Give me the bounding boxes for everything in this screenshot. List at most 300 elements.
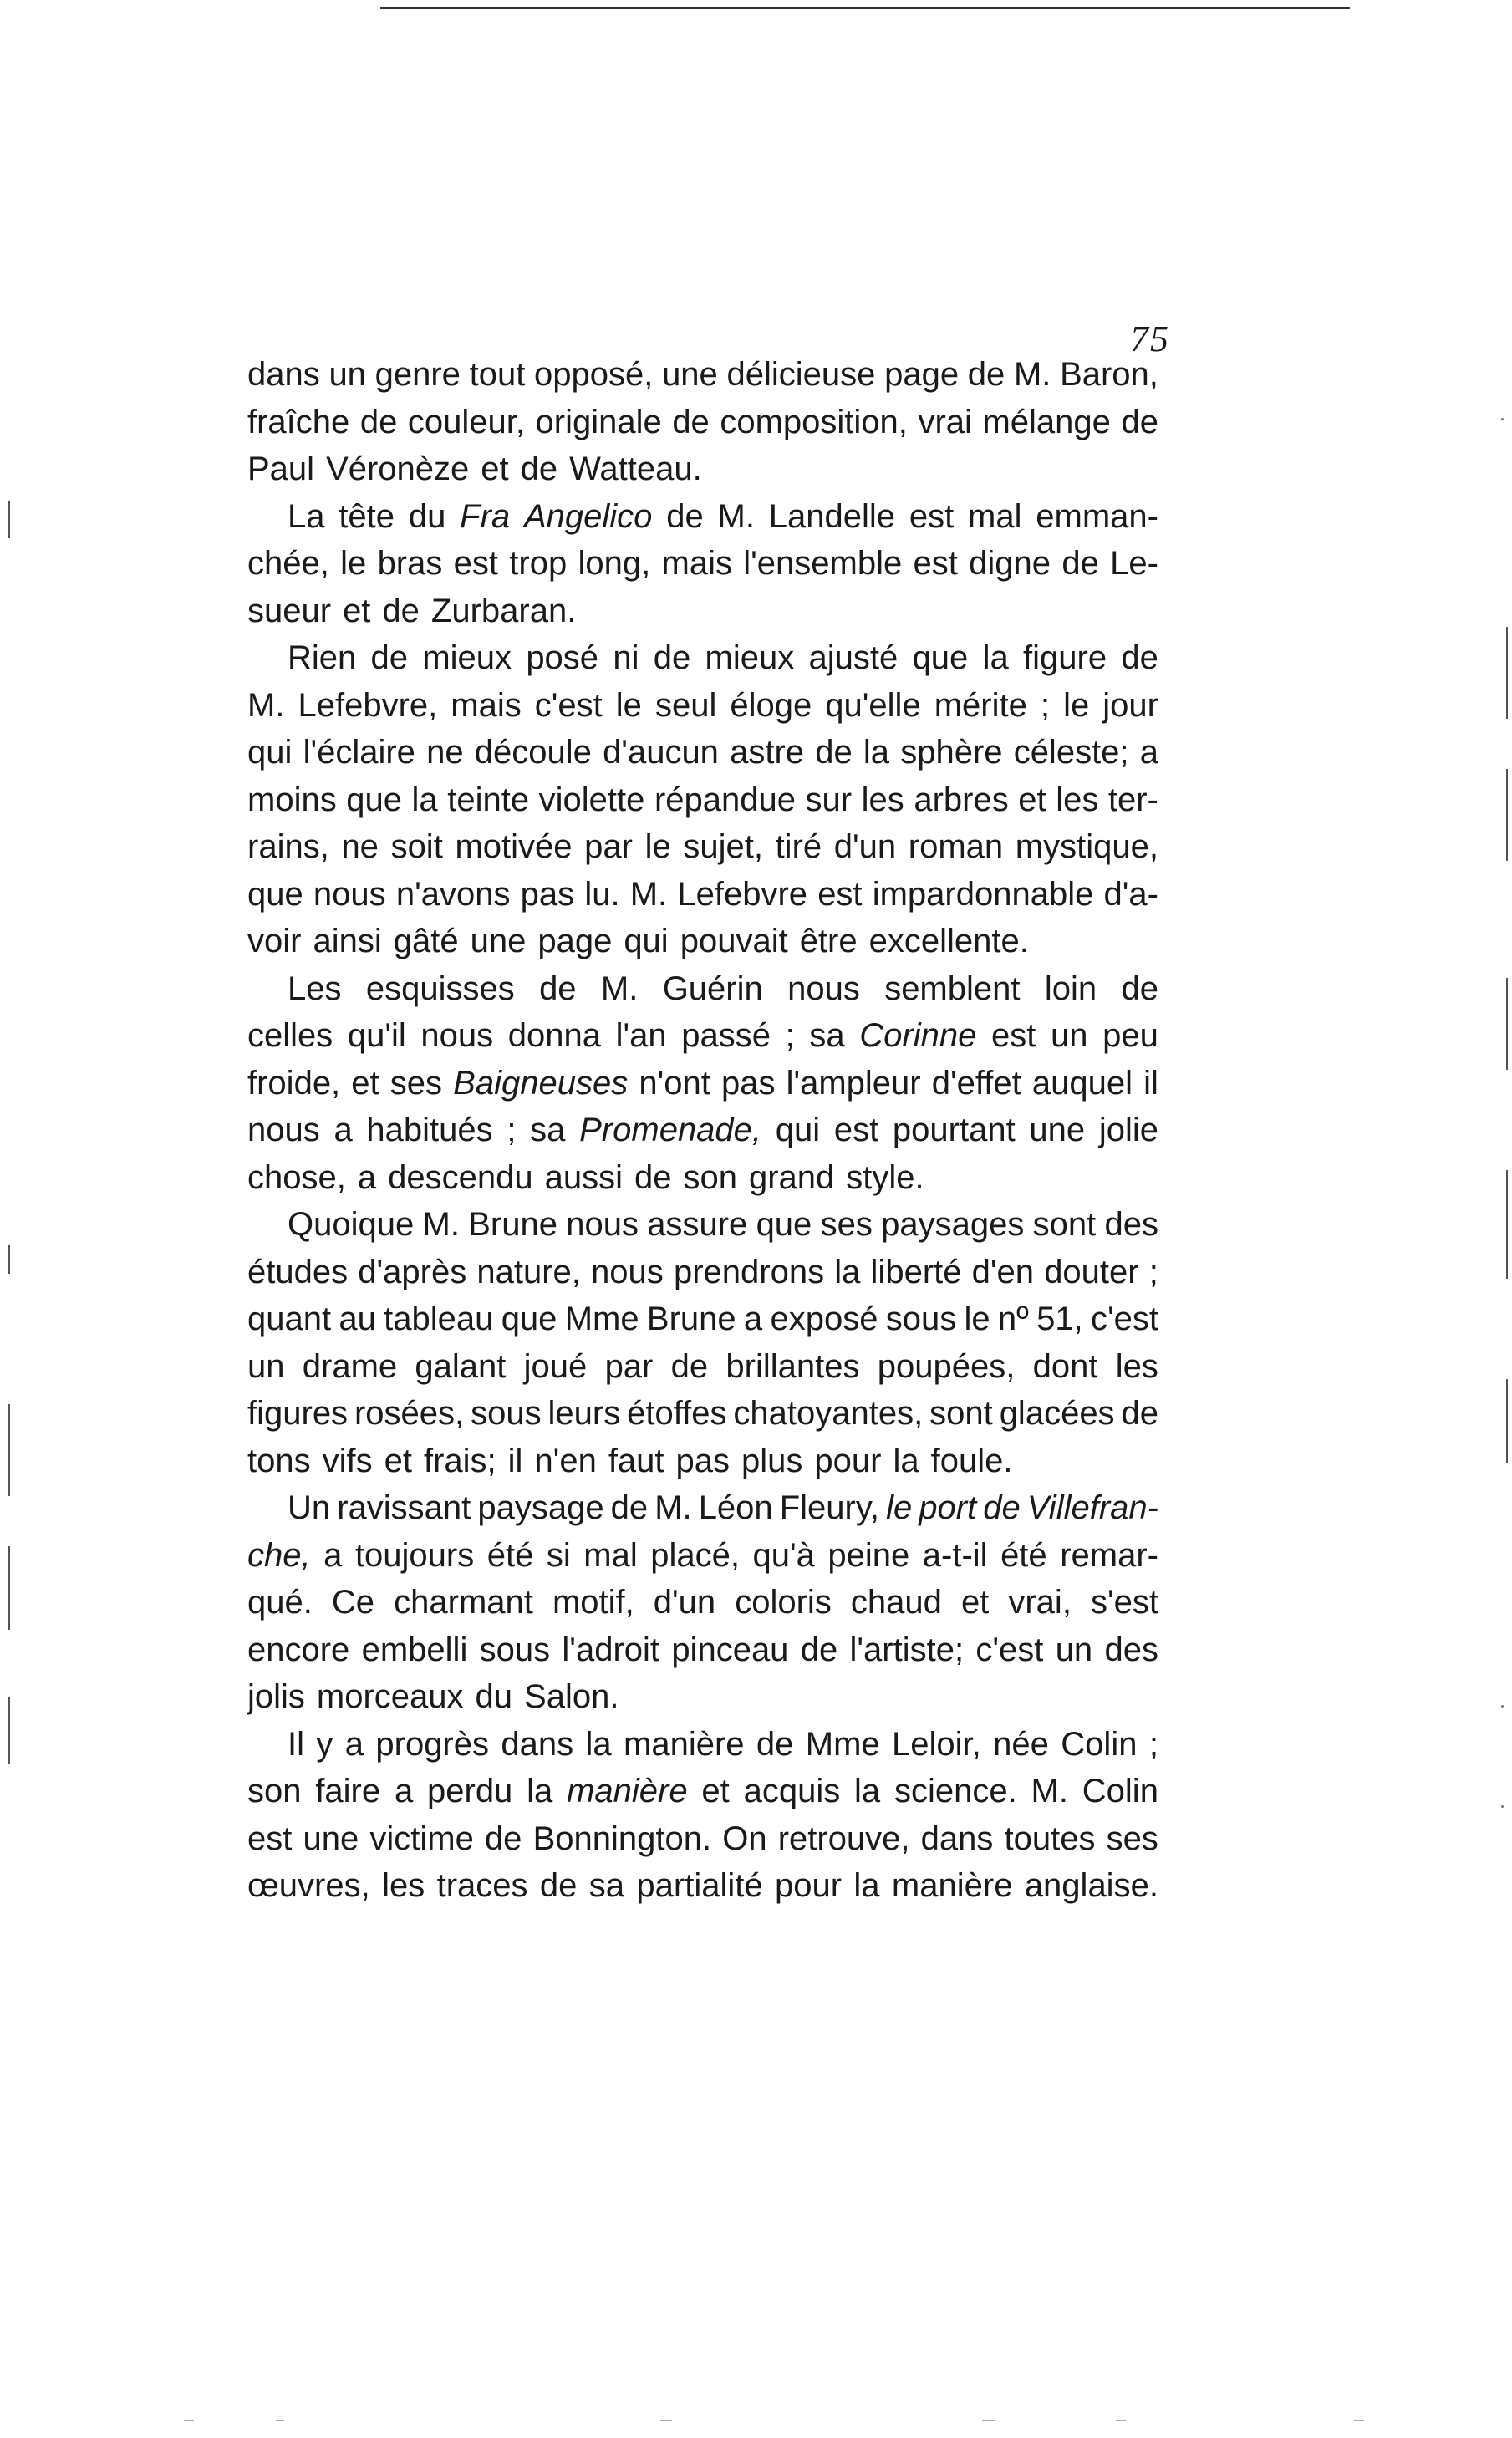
word: de <box>359 403 398 440</box>
word: coloris <box>735 1584 832 1621</box>
word: nous <box>247 1112 320 1148</box>
word: port <box>919 1489 977 1526</box>
word: frais; <box>423 1442 496 1479</box>
word: d'effet <box>931 1064 1021 1102</box>
word: et <box>1018 781 1046 818</box>
word: passé <box>681 1017 771 1054</box>
word: tons <box>247 1442 311 1479</box>
word: leurs <box>547 1395 621 1432</box>
word: qu'à <box>752 1536 815 1574</box>
word: ni <box>613 639 639 676</box>
word: Baron, <box>1060 356 1158 393</box>
word: de <box>539 970 577 1007</box>
word: La <box>288 497 325 535</box>
word: son <box>247 1773 302 1809</box>
left-margin-mark <box>8 1546 10 1630</box>
word: M. <box>717 497 755 535</box>
word: découle <box>474 734 592 771</box>
word: manière <box>891 1867 1013 1904</box>
word: Villefran- <box>1026 1489 1158 1526</box>
word: Paul <box>247 450 315 487</box>
word: sous <box>471 1395 542 1432</box>
word: été <box>1000 1536 1047 1574</box>
text-line <box>247 1768 1158 1815</box>
word: de <box>967 356 1005 393</box>
page-number: 75 <box>1130 318 1170 359</box>
word: de <box>672 403 710 440</box>
word: Guérin <box>662 970 763 1007</box>
word: sont <box>1032 1206 1097 1243</box>
word: délicieuse <box>726 356 876 393</box>
word: chée, <box>247 545 329 582</box>
word: M. <box>600 970 639 1007</box>
word: sueur <box>247 592 332 629</box>
word: ; <box>1148 1253 1158 1290</box>
word: ; <box>785 1017 795 1054</box>
word: M. <box>247 686 285 724</box>
word: et <box>481 450 509 487</box>
word: est <box>913 545 958 582</box>
word: M. <box>629 875 668 913</box>
word: froide, <box>247 1064 341 1102</box>
word: de <box>382 592 420 629</box>
word: Les <box>288 970 342 1007</box>
word: l'ampleur <box>786 1064 921 1102</box>
word: partialité <box>636 1867 763 1904</box>
word: Colin <box>1061 1725 1138 1763</box>
word: il <box>1143 1064 1158 1102</box>
scan-speck <box>1501 418 1504 420</box>
word: nous <box>787 970 860 1007</box>
text-line <box>247 1532 1158 1580</box>
word: Mme <box>805 1725 880 1763</box>
word: et <box>701 1773 730 1809</box>
word: que <box>756 1206 812 1243</box>
word: anglaise. <box>1024 1867 1158 1904</box>
word: l'éclaire <box>303 734 415 771</box>
word: pour <box>814 1442 882 1479</box>
word: et <box>343 592 371 629</box>
word: victime <box>369 1820 474 1857</box>
word: Véronèze <box>326 450 470 487</box>
word: d'aucun <box>603 734 719 771</box>
word: éloge <box>730 686 812 724</box>
word: du <box>475 1678 513 1715</box>
word: ; <box>1040 686 1051 724</box>
word: que <box>912 639 969 676</box>
word: manière <box>567 1773 688 1809</box>
word: toutes <box>1004 1820 1096 1857</box>
word: liberté <box>870 1253 962 1290</box>
word: perdu <box>427 1773 513 1809</box>
word: Rien <box>288 639 357 676</box>
word: la <box>853 1867 880 1904</box>
word: ainsi <box>313 923 382 959</box>
word: galant <box>415 1347 507 1385</box>
word: a <box>344 1725 364 1763</box>
word: Lefebvre <box>677 875 808 913</box>
word: 51, <box>1036 1300 1083 1337</box>
word: roman <box>908 828 1004 865</box>
word: dans <box>247 356 320 393</box>
word: c'est <box>1090 1300 1158 1337</box>
word: son <box>683 1158 737 1196</box>
word: gâté <box>393 923 459 959</box>
right-margin-mark <box>1506 769 1508 861</box>
word: la <box>893 1442 919 1479</box>
word: n'en <box>534 1442 597 1479</box>
word: une <box>470 923 527 959</box>
bottom-scan-noise <box>276 2420 284 2421</box>
word: aussi <box>544 1158 623 1196</box>
word: que <box>247 875 303 913</box>
text-line <box>247 729 1158 776</box>
word: mais <box>451 686 522 724</box>
word: née <box>993 1725 1049 1763</box>
right-margin-mark <box>1506 627 1508 719</box>
text-line <box>247 1673 1158 1721</box>
bottom-scan-noise <box>982 2420 995 2421</box>
word: Zurbaran. <box>430 592 577 629</box>
word: par <box>584 828 633 865</box>
scan-speck <box>1501 1705 1504 1708</box>
word: figures <box>247 1395 349 1432</box>
word: a <box>323 1536 343 1574</box>
word: seul <box>654 686 717 724</box>
word: pinceau <box>671 1631 789 1668</box>
word: de <box>653 639 691 676</box>
word: de <box>1121 1395 1158 1432</box>
word: a <box>394 1773 414 1809</box>
word: pas <box>520 875 575 913</box>
word: toujours <box>354 1536 475 1574</box>
word: les <box>861 781 904 818</box>
word: Ce <box>331 1584 375 1621</box>
word: de <box>815 734 853 771</box>
word: pourtant <box>892 1112 1016 1148</box>
word: céleste; <box>1013 734 1129 771</box>
word: ses <box>820 1206 873 1243</box>
word: Fleury, <box>779 1489 880 1526</box>
word: a <box>357 1158 377 1196</box>
word: Bonnington. <box>532 1820 712 1857</box>
word: de <box>1121 639 1158 676</box>
word: si <box>546 1536 571 1574</box>
text-line <box>247 1249 1158 1296</box>
word: nous <box>313 875 386 913</box>
word: que <box>346 781 402 818</box>
word: douter <box>1044 1253 1139 1290</box>
word: mieux <box>422 639 512 676</box>
word: a-t-il <box>922 1536 988 1574</box>
word: c'est <box>534 686 603 724</box>
word: Léon <box>698 1489 773 1526</box>
word: dont <box>1032 1347 1098 1385</box>
text-line <box>247 588 1158 635</box>
word: che, <box>247 1536 311 1574</box>
word: il <box>507 1442 523 1479</box>
word: faut <box>608 1442 664 1479</box>
word: nous <box>420 1017 494 1054</box>
top-border-rule <box>380 7 1350 9</box>
word: Salon. <box>524 1678 619 1715</box>
word: tiré <box>775 828 822 865</box>
word: la <box>585 1725 612 1763</box>
word: M. <box>422 1206 460 1243</box>
word: manière <box>624 1725 745 1763</box>
word: Mme <box>564 1300 639 1337</box>
word: traces <box>436 1867 528 1904</box>
word: un <box>247 1347 285 1385</box>
word: digne <box>969 545 1051 582</box>
word: l'artiste; <box>849 1631 965 1668</box>
word: de <box>800 1631 838 1668</box>
word: Corinne <box>859 1017 977 1054</box>
word: figure <box>1023 639 1107 676</box>
word: œuvres, <box>247 1867 370 1904</box>
word: ; <box>507 1112 517 1148</box>
word: de <box>370 639 409 676</box>
word: ; <box>1148 1725 1158 1763</box>
word: Lefebvre, <box>298 686 438 724</box>
word: impardonnable <box>872 875 1094 913</box>
word: ses <box>1106 1820 1158 1857</box>
word: encore <box>247 1631 350 1668</box>
word: la <box>411 781 438 818</box>
word: Colin <box>1082 1773 1158 1809</box>
text-line <box>247 634 1158 682</box>
word: mal <box>583 1536 638 1574</box>
word: de <box>670 1347 709 1385</box>
word: les <box>1115 1347 1158 1385</box>
text-line <box>247 871 1158 919</box>
word: Fra <box>460 497 511 535</box>
text-line <box>247 965 1158 1013</box>
word: ses <box>389 1064 443 1102</box>
word: mieux <box>705 639 795 676</box>
word: tout <box>469 356 526 393</box>
bottom-scan-noise <box>1116 2420 1126 2421</box>
word: d'un <box>833 828 897 865</box>
text-line <box>247 682 1158 730</box>
word: sujet, <box>683 828 763 865</box>
word: M. <box>1013 356 1051 393</box>
left-margin-mark <box>8 1245 10 1274</box>
right-margin-mark <box>1506 978 1508 1070</box>
word: de <box>539 1867 578 1904</box>
word: que <box>501 1300 557 1337</box>
word: pas <box>675 1442 731 1479</box>
word: une <box>303 1820 359 1857</box>
word: de <box>484 1820 522 1857</box>
word: glacées <box>999 1395 1115 1432</box>
word: ravissant <box>337 1489 471 1526</box>
word: sur <box>805 781 853 818</box>
word: sphère <box>900 734 1003 771</box>
word: les <box>1056 781 1099 818</box>
word: est <box>991 1017 1036 1054</box>
word: jolie <box>1098 1112 1158 1148</box>
word: violette <box>538 781 645 818</box>
word: un <box>1055 1631 1093 1668</box>
word: est <box>247 1820 293 1857</box>
word: charmant <box>394 1584 533 1621</box>
word: astre <box>730 734 805 771</box>
word: voir <box>247 923 302 959</box>
word: paysage <box>477 1489 604 1526</box>
word: la <box>854 1773 881 1809</box>
text-line <box>247 493 1158 541</box>
word: s'est <box>1091 1584 1158 1621</box>
word: qu'elle <box>825 686 921 724</box>
bottom-scan-noise <box>184 2420 194 2421</box>
word: fraîche <box>247 403 350 440</box>
word: a <box>333 1112 353 1148</box>
right-margin-mark <box>1506 1379 1508 1463</box>
word: un <box>328 356 366 393</box>
word: assure <box>647 1206 748 1243</box>
text-line <box>247 918 1158 965</box>
word: la <box>982 639 1009 676</box>
text-line <box>247 1626 1158 1674</box>
text-line <box>247 1862 1158 1910</box>
word: chatoyantes, <box>733 1395 924 1432</box>
word: trop <box>509 545 568 582</box>
text-line <box>247 1484 1158 1532</box>
word: vifs <box>322 1442 373 1479</box>
word: dans <box>501 1725 574 1763</box>
word: Quoique <box>288 1206 415 1243</box>
text-line <box>247 1343 1158 1391</box>
left-margin-mark <box>8 1697 10 1764</box>
text-line <box>247 445 1158 493</box>
word: Watteau. <box>569 450 702 487</box>
word: peu <box>1102 1017 1158 1054</box>
text-line <box>247 399 1158 446</box>
word: de <box>1061 545 1099 582</box>
word: d'après <box>358 1253 467 1290</box>
word: par <box>604 1347 654 1385</box>
word: M. <box>654 1489 692 1526</box>
text-line <box>247 540 1158 588</box>
word: Baigneuses <box>453 1064 629 1102</box>
word: loin <box>1044 970 1097 1007</box>
word: ajusté <box>808 639 899 676</box>
word: y <box>316 1725 333 1763</box>
word: couleur, <box>407 403 525 440</box>
word: de <box>756 1725 794 1763</box>
text-line <box>247 1201 1158 1249</box>
word: de <box>983 1489 1021 1526</box>
word: rains, <box>247 828 329 865</box>
word: l'an <box>615 1017 667 1054</box>
word: sa <box>530 1112 566 1148</box>
text-line <box>247 1390 1158 1438</box>
word: des <box>1104 1631 1158 1668</box>
word: pas <box>720 1064 776 1102</box>
word: peine <box>827 1536 910 1574</box>
word: descendu <box>388 1158 533 1196</box>
word: donna <box>507 1017 602 1054</box>
word: le <box>644 828 671 865</box>
word: de <box>634 1158 672 1196</box>
word: embelli <box>361 1631 468 1668</box>
word: des <box>1104 1206 1158 1243</box>
word: prendrons <box>673 1253 825 1290</box>
word: le <box>1063 686 1090 724</box>
word: emman- <box>1036 497 1158 535</box>
word: est <box>909 497 955 535</box>
word: science. <box>893 1773 1017 1809</box>
word: mélange <box>982 403 1111 440</box>
word: mal <box>968 497 1022 535</box>
word: une <box>1029 1112 1086 1148</box>
word: brillantes <box>725 1347 860 1385</box>
word: étoffes <box>627 1395 727 1432</box>
word: n'avons <box>395 875 511 913</box>
word: une <box>662 356 718 393</box>
word: n'ont <box>639 1064 710 1102</box>
word: l'adroit <box>562 1631 660 1668</box>
text-line <box>247 776 1158 824</box>
word: ne <box>426 734 464 771</box>
word: le <box>886 1489 913 1526</box>
word: page <box>884 356 960 393</box>
bottom-scan-noise <box>660 2420 672 2421</box>
word: Brune <box>468 1206 557 1243</box>
text-line <box>247 1721 1158 1769</box>
word: a <box>743 1300 763 1337</box>
word: la <box>527 1773 553 1809</box>
word: paysages <box>881 1206 1025 1243</box>
word: la <box>834 1253 861 1290</box>
word: sous <box>885 1300 957 1337</box>
word: Brune <box>646 1300 736 1337</box>
word: rosées, <box>354 1395 465 1432</box>
word: M. <box>1031 1773 1068 1809</box>
word: faire <box>315 1773 381 1809</box>
right-margin-mark <box>1506 1170 1508 1279</box>
word: arbres <box>914 781 1009 818</box>
word: sa <box>588 1867 625 1904</box>
word: nous <box>566 1206 639 1243</box>
word: teinte <box>447 781 530 818</box>
word: de <box>1121 970 1158 1007</box>
word: vrai, <box>1008 1584 1072 1621</box>
word: grand <box>748 1158 835 1196</box>
text-line <box>247 1295 1158 1343</box>
word: tête <box>339 497 395 535</box>
word: d'un <box>653 1584 716 1621</box>
word: Promenade, <box>579 1112 762 1148</box>
word: remar- <box>1060 1536 1158 1574</box>
text-line <box>247 1579 1158 1626</box>
word: l'ensemble <box>743 545 903 582</box>
word: sont <box>929 1395 993 1432</box>
word: qui <box>247 734 293 771</box>
word: mais <box>661 545 732 582</box>
word: genre <box>374 356 461 393</box>
word: qué. <box>247 1584 313 1621</box>
word: d'a- <box>1103 875 1158 913</box>
word: qui <box>775 1112 821 1148</box>
word: soit <box>390 828 443 865</box>
word: c'est <box>975 1631 1044 1668</box>
word: joué <box>523 1347 588 1385</box>
word: de <box>666 497 704 535</box>
word: opposé, <box>534 356 654 393</box>
word: tableau <box>384 1300 494 1337</box>
